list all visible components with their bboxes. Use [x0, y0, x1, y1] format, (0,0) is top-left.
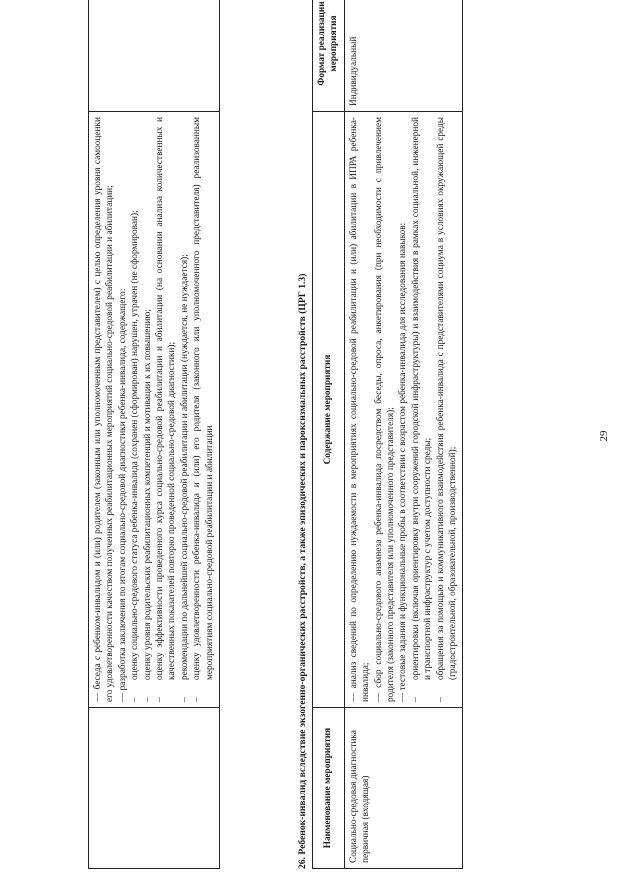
table-row	[344, 0, 463, 869]
header-row	[313, 0, 345, 869]
header-content: Содержание мероприятия	[313, 112, 345, 708]
activities-table	[312, 0, 463, 869]
empty-cell-format	[89, 0, 220, 112]
page-number: 29	[598, 430, 610, 442]
list-item: – рекомендации по дальнейшей социально-средовой реабилитации и абилитации (нуждается, не нуждается);	[179, 254, 190, 702]
paragraph: — тестовые задания и функциональные пробы в соответствии с возрастом ребенка-инвалида для исследования навыков:	[398, 222, 409, 702]
section-heading: 26. Ребенок-инвалид вследствие экзогенно-органических расстройств, а также эпизодических и пароксизмальных расстройств (ЦРГ 1.3)	[297, 273, 308, 869]
header-name: Наименование мероприятия	[313, 708, 345, 869]
list-item: – оценку уровня родительских реабилитационных компетенций и мотивации к их повышению;	[142, 309, 153, 702]
list-item: – обращения за помощью и коммуникативного взаимодействия ребенка-инвалида с представителями социума в условиях окружающей среды (градостроительной, образовательной, производственной);	[435, 117, 459, 702]
list-item: – оценку социально-средового статуса ребенка-инвалида (сохранен (сформирован) нарушен, утрачен (не сформирован);	[130, 210, 141, 702]
header-format: Формат реализации мероприятия	[313, 0, 345, 112]
table-row	[89, 0, 220, 869]
paragraph: — сбор социально-средового анамнеза ребенка-инвалида посредством беседы, опроса, анкетирования (при необходимости с привлечением родителя (законного представителя или уполномоченного представителя);	[373, 117, 397, 702]
content-cell	[89, 112, 220, 708]
paragraph: — разработка заключения по итогам социально-средовой диагностики ребенка-инвалида, содержащего:	[117, 288, 128, 702]
activity-format: Индивидуальный	[344, 0, 463, 112]
list-item: – оценку удовлетворенности ребенка-инвалида и (или) его родителя (законного или уполномоченного представителя) реализованным мероприятиям социально-средовой реабилитации и абилитации	[192, 117, 215, 702]
empty-cell-name	[89, 708, 220, 869]
list-item: – оценку эффективности проведенного курса социально-средовой реабилитации и абилитации (на основании анализа количественных и качественных показателей повторно проведенной социально-средовой диагностики);	[155, 117, 178, 702]
continuation-table	[88, 0, 220, 869]
activity-name: Социально-средовая диагностика первичная (входящая)	[344, 708, 463, 869]
paragraph: — беседа с ребенком-инвалидом и (или) родителем (законным или уполномоченным представителем) с целью определения уровня самооценки его удовлетворенности качеством полученных реабилитационных мероприятий социально-средовой реабилитации и абилитации;	[93, 117, 116, 702]
list-item: – ориентировки (включая ориентировку внутри сооружений городской инфраструктуры) и взаимодействия в рамках социальной, инженерной и транспортной инфраструктур с учетом доступности среды;	[410, 117, 434, 702]
paragraph: — анализ сведений по определению нуждаемости в мероприятиях социально-средовой реабилитации и (или) абилитации в ИПРА ребенка-инвалида;	[348, 117, 372, 702]
activity-content	[344, 112, 463, 708]
